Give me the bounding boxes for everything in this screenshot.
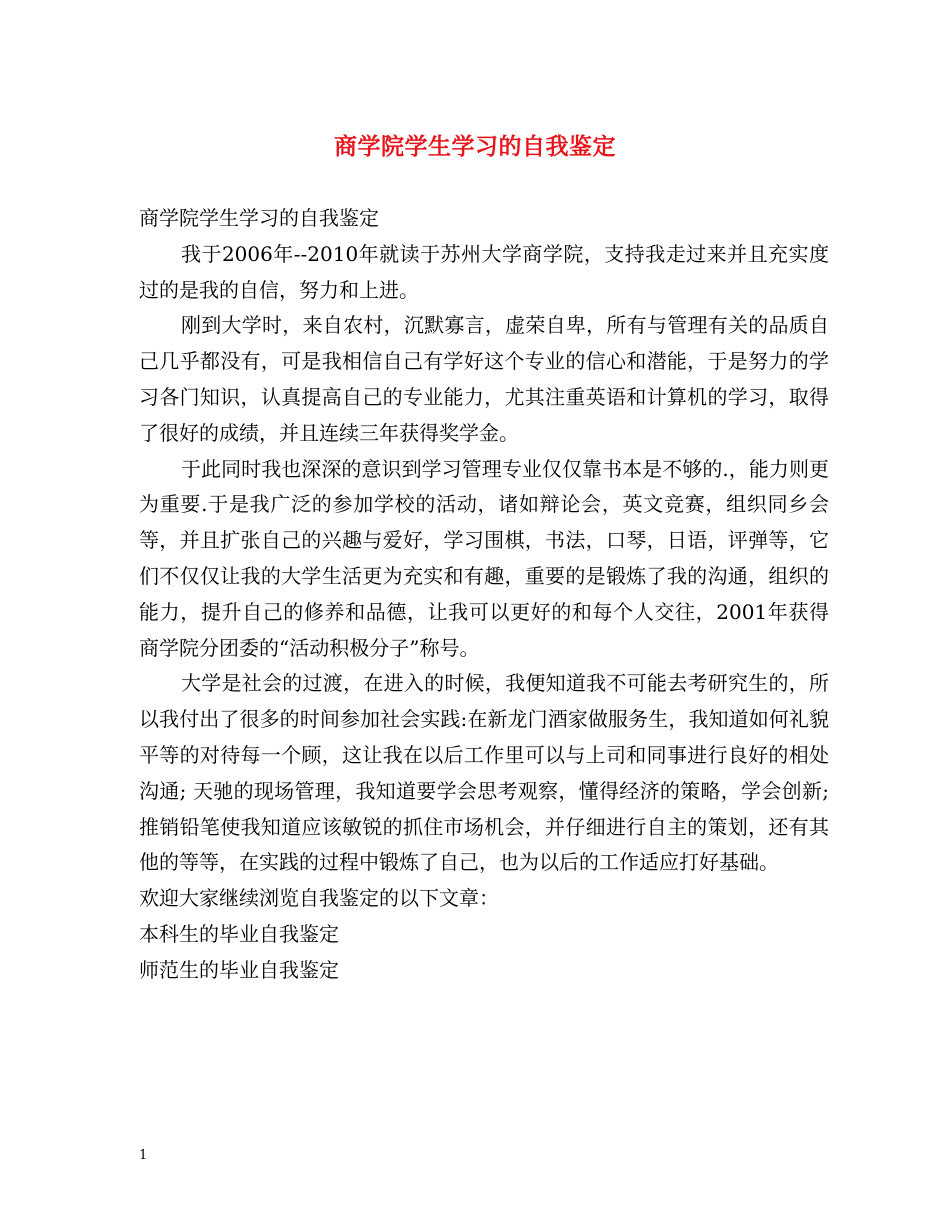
related-article-link-1[interactable]: 本科生的毕业自我鉴定 (139, 921, 339, 946)
paragraph-1: 我于2006年--2010年就读于苏州大学商学院，支持我走过来并且充实度过的是我的自信，努力和上进。 (139, 241, 829, 302)
document-body (139, 201, 829, 989)
body-heading-line: 商学院学生学习的自我鉴定 (139, 206, 379, 230)
document-title: 商学院学生学习的自我鉴定 (334, 133, 616, 160)
related-article-link-2[interactable]: 师范生的毕业自我鉴定 (139, 957, 339, 982)
closing-line-intro: 欢迎大家继续浏览自我鉴定的以下文章： (139, 886, 499, 911)
page-number: 1 (139, 1148, 148, 1163)
paragraph-2: 刚到大学时，来自农村，沉默寡言，虚荣自卑，所有与管理有关的品质自己几乎都没有，可是我相信自己有学好这个专业的信心和潜能，于是努力的学习各门知识，认真提高自己的专业能力，尤其注重英语和计算机的学习，取得了很好的成绩，并且连续三年获得奖学金。 (139, 313, 829, 445)
paragraph-3: 于此同时我也深深的意识到学习管理专业仅仅靠书本是不够的.，能力则更为重要.于是我广泛的参加学校的活动，诸如辩论会，英文竞赛，组织同乡会等，并且扩张自己的兴趣与爱好，学习围棋，书法，口琴，日语，评弹等，它们不仅仅让我的大学生活更为充实和有趣，重要的是锻炼了我的沟通，组织的能力，提升自己的修养和品德，让我可以更好的和每个人交往，2001年获得商学院分团委的“活动积极分子”称号。 (139, 456, 829, 660)
paragraph-4: 大学是社会的过渡，在进入的时候，我便知道我不可能去考研究生的，所以我付出了很多的时间参加社会实践:在新龙门酒家做服务生，我知道如何礼貌平等的对待每一个顾，这让我在以后工作里可以与上司和同事进行良好的相处沟通; 天驰的现场管理，我知道要学会思考观察，懂得经济的策略，学会创新; 推销铅笔使我知道应该敏锐的抓住市场机会，并仔细进行自主的策划，还有其他的等等，在实践的过程中锻炼了自己，也为以后的工作适应打好基础。 (139, 671, 829, 875)
